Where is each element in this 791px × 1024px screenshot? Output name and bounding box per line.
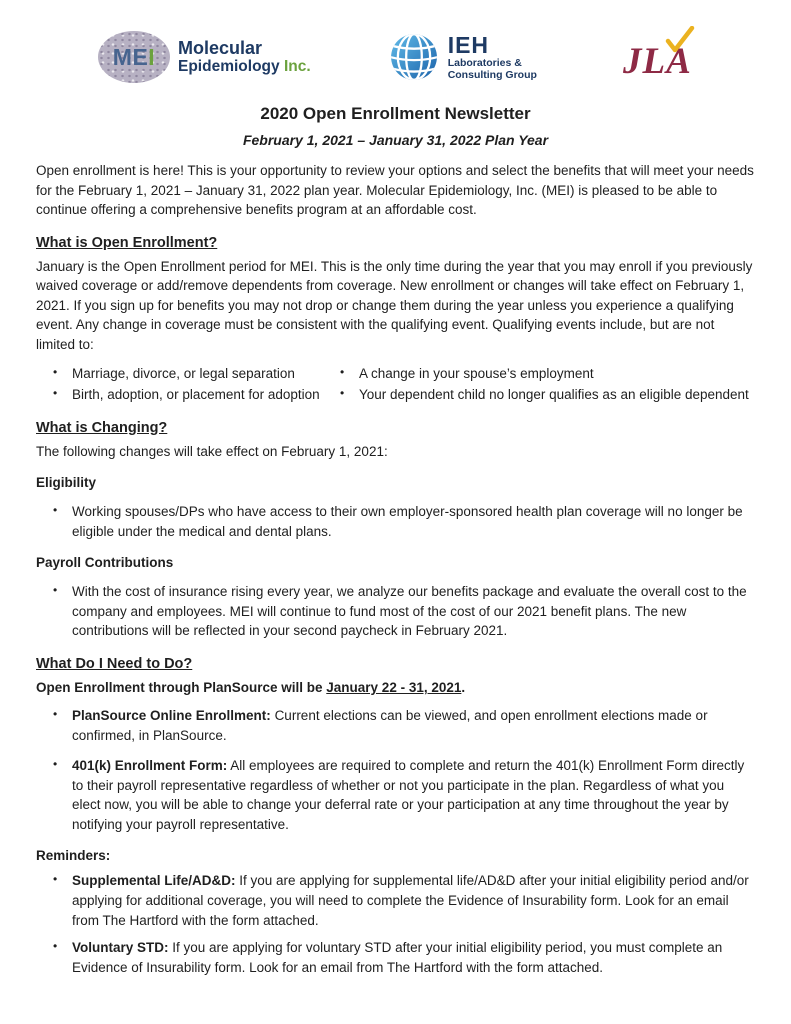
bullet-icon: • [53,707,58,721]
mei-name-line1: Molecular [178,38,263,59]
open-enrollment-body: January is the Open Enrollment period for MEI. This is the only time during the year that you may enroll if you previously waived coverage or add/remove dependents from coverage. New enrollment or changes will take effect on February 1, 2021. If you sign up for benefits you may not drop or change them during the year unless you experience a qualifying event. Any change in coverage must be consistent with the qualifying event. Qualifying events include, but are not limited to: [36,258,753,352]
page-title: 2020 Open Enrollment Newsletter [260,104,531,123]
plan-year-subtitle: February 1, 2021 – January 31, 2022 Plan Year [242,132,549,148]
eligibility-bullet-text: Working spouses/DPs who have access to their own employer-sponsored health plan coverage will no longer be eligible under the medical and dental plans. [72,504,743,539]
list-item [36,364,323,384]
qualifying-event-text: Marriage, divorce, or legal separation [72,365,295,381]
qualifying-event-text: A change in your spouse’s employment [359,365,594,381]
section-heading-what-is-changing: What is Changing? [36,419,168,436]
bullet-icon: • [53,503,58,518]
qualifying-events-column-1 [36,362,323,405]
mei-logo [98,31,311,83]
ieh-logo [389,32,537,82]
bullet-icon: • [53,757,58,772]
bullet-icon: • [53,364,58,379]
qualifying-event-text: Birth, adoption, or placement for adoption [72,387,320,403]
list-item [36,938,755,977]
list-item [36,756,755,834]
ieh-acronym: IEH [447,31,490,58]
sub-heading-eligibility: Eligibility [36,475,97,491]
sub-heading-payroll-contributions: Payroll Contributions [36,555,174,571]
sub-heading-reminders: Reminders: [36,848,111,864]
plansource-bullet-text: Current elections can be viewed, and open enrollment elections made or confirmed, in PlanSource. [72,708,708,743]
section-heading-what-do-i-need: What Do I Need to Do? [36,656,193,672]
payroll-bullet-text: With the cost of insurance rising every year, we analyze our benefits package and evaluate the overall cost to the company and employees. MEI will continue to fund most of the cost of our 2021 benefit plans. The new contributions will be reflected in your second paycheck in February 2021. [72,584,747,639]
mei-monogram-blue: ME [112,43,149,70]
qualifying-events-column-2 [323,362,755,405]
plansource-bullet-lead: PlanSource Online Enrollment: [72,708,271,723]
qualifying-event-text: Your dependent child no longer qualifies as an eligible dependent [359,387,749,403]
section-heading-open-enrollment: What is Open Enrollment? [36,234,218,251]
list-item [323,364,755,384]
voluntary-std-bullet-text: If you are applying for voluntary STD after your initial eligibility period, you must complete an Evidence of Insurability form. Look for an email from The Hartford with the form attached. [72,940,723,975]
bullet-icon: • [340,364,345,379]
bullet-icon: • [53,872,58,887]
ieh-tagline-line2: Consulting Group [447,68,537,81]
logo-header [36,24,755,90]
bullet-icon: • [53,386,58,401]
voluntary-std-bullet [72,938,755,977]
mei-monogram-green: I [148,43,156,70]
voluntary-std-bullet-lead: Voluntary STD: [72,940,169,956]
bullet-icon: • [340,386,345,401]
qualifying-events-list [36,362,755,405]
mei-oval-icon [98,31,170,83]
jla-checkmark-icon [665,26,695,56]
401k-bullet-lead: 401(k) Enrollment Form: [72,758,228,774]
mei-name-inc: Inc. [283,58,311,76]
401k-bullet [72,756,755,834]
supplemental-life-bullet [72,871,755,930]
list-item [36,385,323,405]
jla-logo [615,28,701,86]
supplemental-life-bullet-lead: Supplemental Life/AD&D: [72,873,236,889]
jla-monogram: JLA [622,41,692,82]
plansource-dates: January 22 - 31, 2021 [326,680,462,695]
list-item [36,871,755,930]
plansource-bullet [72,706,755,745]
ieh-tagline-line1: Laboratories & [447,57,522,70]
list-item [36,706,755,745]
intro-paragraph: Open enrollment is here! This is your opportunity to review your options and select the benefits that will meet your needs for the February 1, 2021 – January 31, 2022 plan year. Molecular Epidemiology, Inc. (MEI) is pleased to be able to continue offering a comprehensive benefits program at an affordable cost. [36,163,754,218]
401k-bullet-text: All employees are required to complete and return the 401(k) Enrollment Form directly to their payroll representative regardless of whether or not you participate in the plan. Regardless of what you elect now, you will be able to change your deferral rate or your participation at any time throughout the year by notifying your payroll representative. [72,758,745,832]
changing-intro: The following changes will take effect on February 1, 2021: [36,443,388,459]
bullet-icon: • [53,939,58,954]
list-item [36,502,755,541]
list-item [36,582,755,641]
mei-name-line2: Epidemiology [178,58,284,76]
ieh-company-name [448,33,537,81]
mei-company-name [178,38,311,76]
ieh-globe-icon [389,32,439,82]
list-item [323,385,755,405]
bullet-icon: • [53,583,58,598]
plansource-dates-prefix: Open Enrollment through PlanSource will be [36,680,327,695]
supplemental-life-bullet-text: If you are applying for supplemental life/AD&D after your initial eligibility period and/or applying for additional coverage, you will need to complete the Evidence of Insurability form. Look for an email from The Hartford with the form attached. [72,873,749,928]
plansource-dates-suffix: . [461,680,466,695]
plansource-dates-line [36,680,755,695]
